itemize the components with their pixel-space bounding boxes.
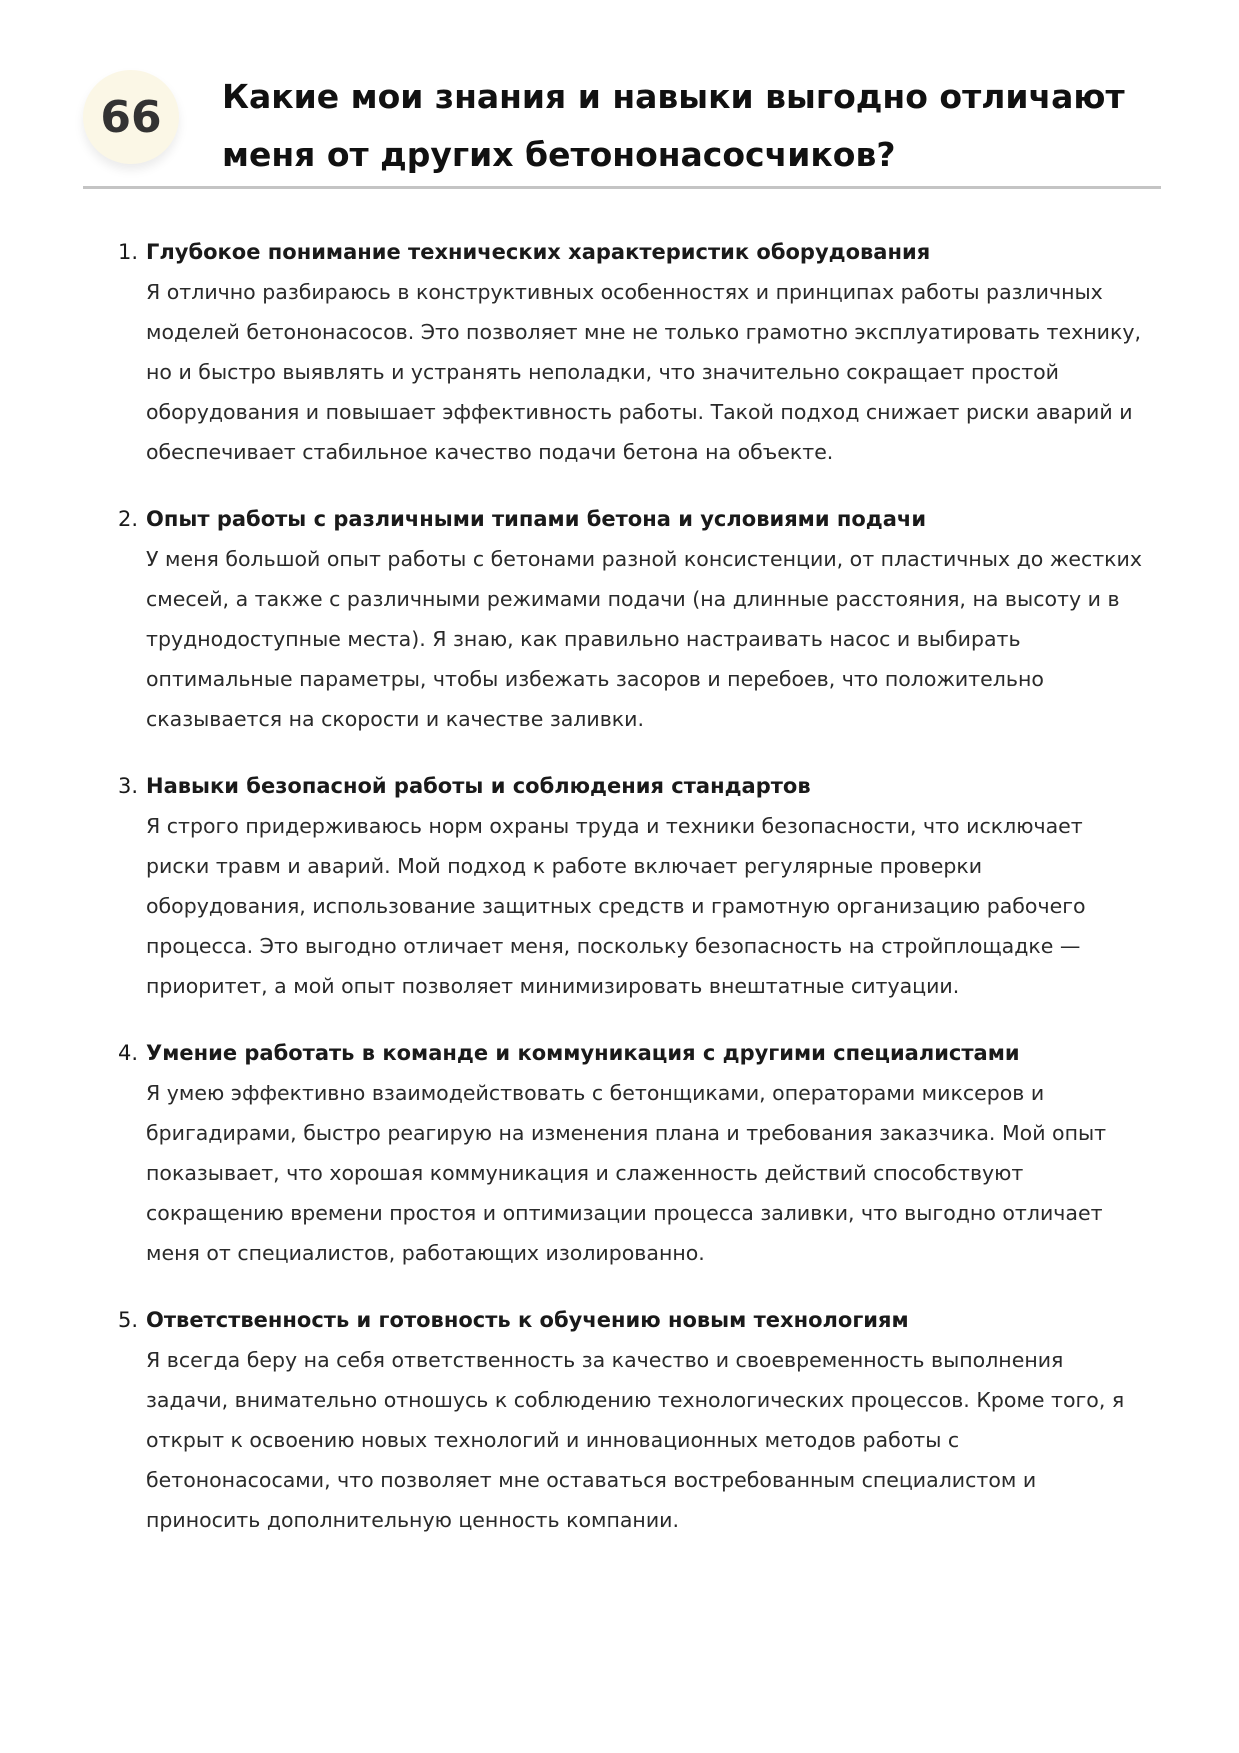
list-item: [118, 766, 1158, 1006]
header-divider: [83, 186, 1161, 189]
item-text: Я умею эффективно взаимодействовать с бетонщиками, операторами миксеров и бригадирами, быстро реагирую на изменения плана и требования заказчика. Мой опыт показывает, что хорошая коммуникация и слаженность действий способствуют сокращению времени простоя и оптимизации процесса заливки, что выгодно отличает меня от специалистов, работающих изолированно.: [146, 1081, 1107, 1265]
item-title: Умение работать в команде и коммуникация с другими специалистами: [146, 1041, 1020, 1065]
item-text: Я отлично разбираюсь в конструктивных особенностях и принципах работы различных моделей бетононасосов. Это позволяет мне не только грамотно эксплуатировать технику, но и быстро выявлять и устранять неполадки, что значительно сокращает простой оборудования и повышает эффективность работы. Такой подход снижает риски аварий и обеспечивает стабильное качество подачи бетона на объекте.: [146, 280, 1141, 464]
list-item: [118, 1300, 1158, 1540]
item-title: Глубокое понимание технических характеристик оборудования: [146, 240, 931, 264]
list-item: [118, 499, 1158, 739]
page-title: Какие мои знания и навыки выгодно отличают меня от других бетононасосчиков?: [222, 77, 1125, 174]
item-number: 2.: [118, 507, 139, 531]
page-header: [83, 62, 1161, 188]
item-number: 3.: [118, 774, 139, 798]
list-item: [118, 1033, 1158, 1273]
item-number: 4.: [118, 1041, 139, 1065]
question-number-badge: 66: [83, 70, 179, 164]
item-text: У меня большой опыт работы с бетонами разной консистенции, от пластичных до жестких смесей, а также с различными режимами подачи (на длинные расстояния, на высоту и в труднодоступные места). Я знаю, как правильно настраивать насос и выбирать оптимальные параметры, чтобы избежать засоров и перебоев, что положительно сказывается на скорости и качестве заливки.: [146, 547, 1142, 731]
item-text: Я строго придерживаюсь норм охраны труда и техники безопасности, что исключает риски травм и аварий. Мой подход к работе включает регулярные проверки оборудования, использование защитных средств и грамотную организацию рабочего процесса. Это выгодно отличает меня, поскольку безопасность на стройплощадке — приоритет, а мой опыт позволяет минимизировать внештатные ситуации.: [146, 814, 1086, 998]
item-number: 1.: [118, 240, 139, 264]
item-text: Я всегда беру на себя ответственность за качество и своевременность выполнения задачи, внимательно отношусь к соблюдению технологических процессов. Кроме того, я открыт к освоению новых технологий и инновационных методов работы с бетононасосами, что позволяет мне оставаться востребованным специалистом и приносить дополнительную ценность компании.: [146, 1348, 1125, 1532]
item-title: Ответственность и готовность к обучению новым технологиям: [146, 1308, 909, 1332]
item-number: 5.: [118, 1308, 139, 1332]
list-item: [118, 232, 1158, 472]
answer-list: [118, 232, 1158, 1567]
item-title: Навыки безопасной работы и соблюдения стандартов: [146, 774, 811, 798]
item-title: Опыт работы с различными типами бетона и условиями подачи: [146, 507, 927, 531]
